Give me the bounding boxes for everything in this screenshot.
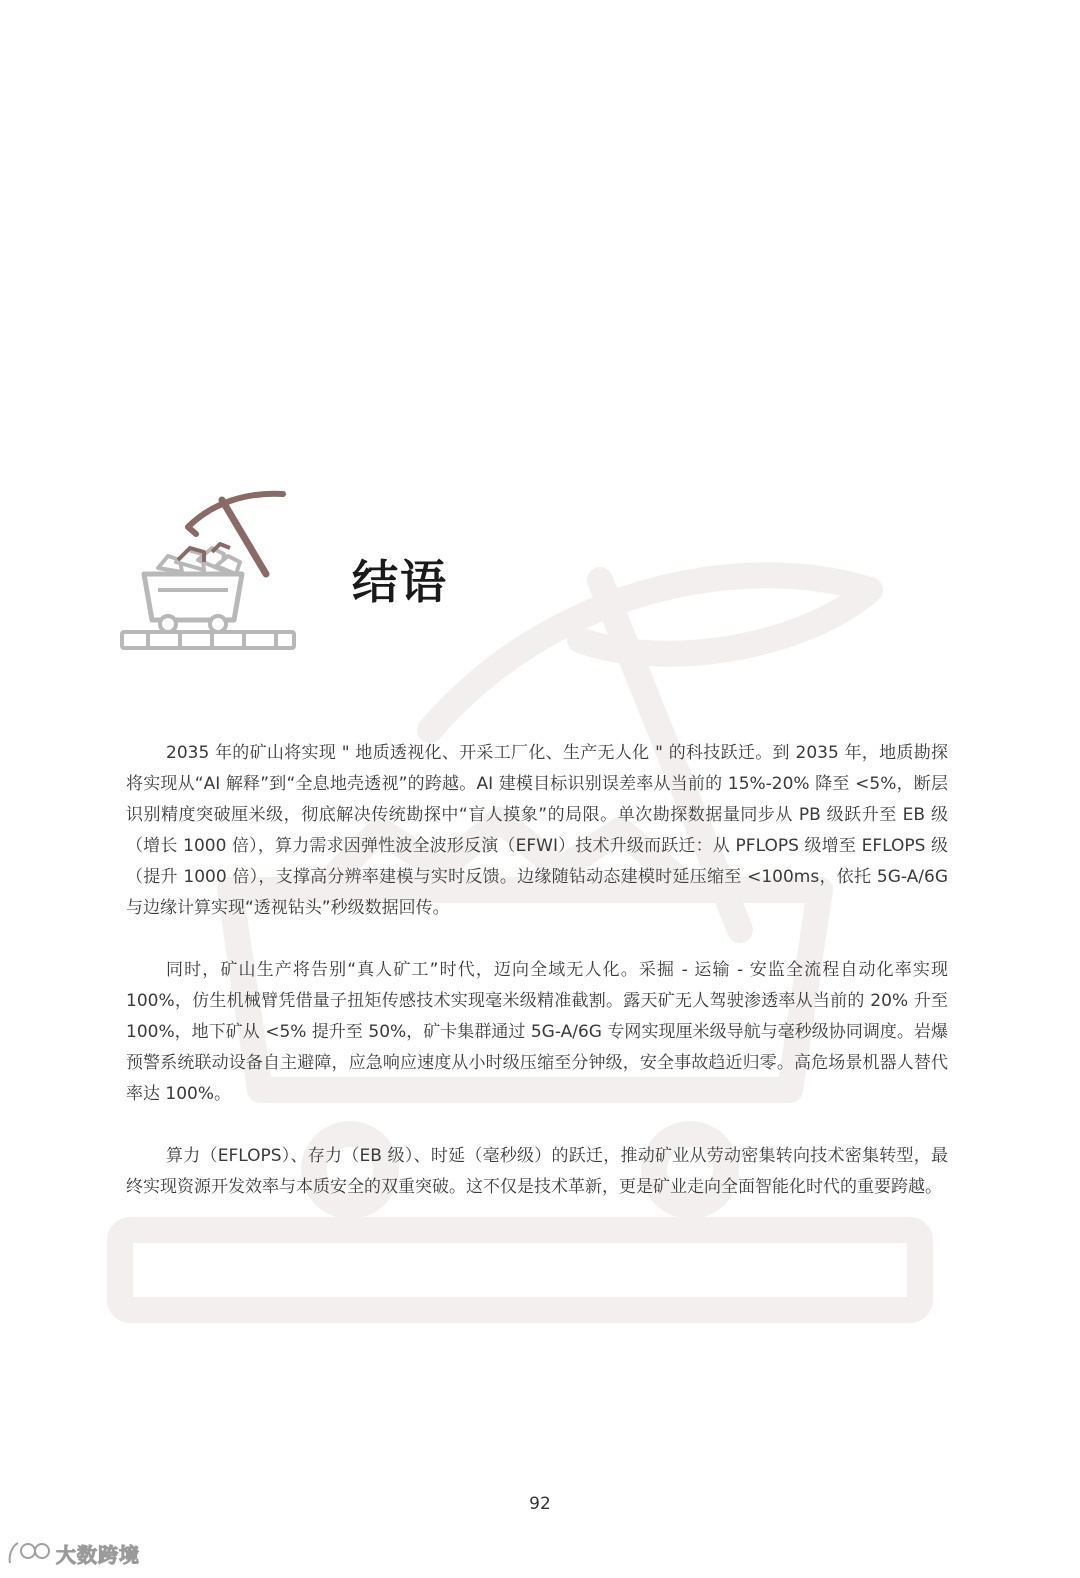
page-number: 92 xyxy=(529,1494,551,1514)
page-title: 结语 xyxy=(352,555,448,609)
body-text xyxy=(126,738,948,1234)
paragraph: 同时，矿山生产将告别“真人矿工”时代，迈向全域无人化。采掘 - 运输 - 安监全流程自动化率实现 100%，仿生机械臂凭借量子扭矩传感技术实现毫米级精准截割。露天矿无人驾驶渗透率从当前的 20% 升至 100%，地下矿从 <5% 提升至 50%，矿卡集群通过 5G-A/6G 专网实现厘米级导航与毫秒级协同调度。岩爆预警系统联动设备自主避障，应急响应速度从小时级压缩至分钟级，安全事故趋近归零。高危场景机器人替代率达 100%。 xyxy=(126,960,948,1104)
brand-logo xyxy=(6,1536,140,1570)
logo-text: 大数跨境 xyxy=(56,1542,140,1567)
paragraph: 算力（EFLOPS）、存力（EB 级）、时延（毫秒级）的跃迁，推动矿业从劳动密集转向技术密集转型，最终实现资源开发效率与本质安全的双重突破。这不仅是技术革新，更是矿业走向全面智能化时代的重要跨越。 xyxy=(126,1146,948,1197)
logo-mark-icon xyxy=(6,1539,52,1567)
pickaxe-mine-cart-icon xyxy=(118,482,298,658)
paragraph: 2035 年的矿山将实现 " 地质透视化、开采工厂化、生产无人化 " 的科技跃迁。到 2035 年，地质勘探将实现从“AI 解释”到“全息地壳透视”的跨越。AI 建模目标识别误差率从当前的 15%-20% 降至 <5%，断层识别精度突破厘米级，彻底解决传统勘探中“盲人摸象”的局限。单次勘探数据量同步从 PB 级跃升至 EB 级（增长 1000 倍），算力需求因弹性波全波形反演（EFWI）技术升级而跃迁：从 PFLOPS 级增至 EFLOPS 级（提升 1000 倍），支撑高分辨率建模与实时反馈。边缘随钻动态建模时延压缩至 <100ms，依托 5G-A/6G 与边缘计算实现“透视钻头”秒级数据回传。 xyxy=(126,743,948,918)
